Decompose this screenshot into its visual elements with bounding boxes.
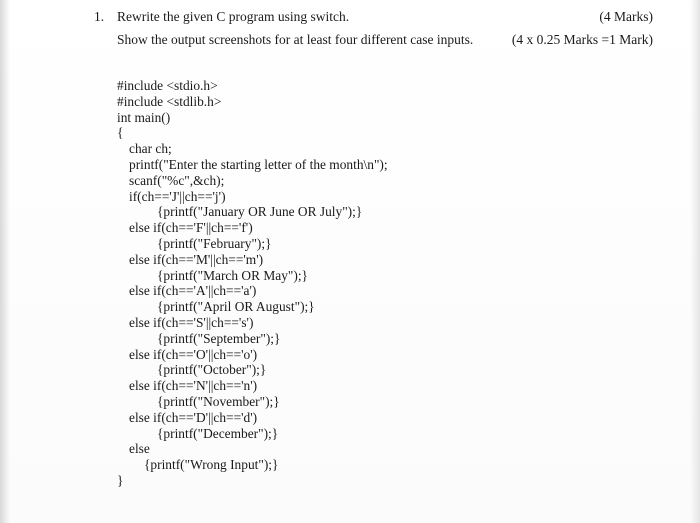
- code-line: #include <stdlib.h>: [117, 93, 222, 109]
- code-line: printf("Enter the starting letter of the month\n");: [129, 156, 388, 172]
- question-marks: (4 Marks): [599, 9, 653, 24]
- code-line: if(ch=='J'||ch=='j'): [129, 188, 226, 204]
- code-line: {: [117, 125, 124, 141]
- code-line: scanf("%c",&ch);: [129, 172, 225, 188]
- code-line: else if(ch=='A'||ch=='a'): [129, 283, 257, 299]
- code-line: {printf("December");}: [157, 425, 279, 441]
- code-line: else if(ch=='D'||ch=='d'): [129, 409, 258, 425]
- page-edge-shadow-left: [0, 0, 10, 523]
- code-line: }: [117, 472, 124, 488]
- code-line: else if(ch=='O'||ch=='o'): [129, 346, 258, 362]
- code-line: else: [129, 441, 150, 457]
- code-line: {printf("January OR June OR July");}: [157, 204, 363, 220]
- code-line: else if(ch=='N'||ch=='n'): [129, 378, 258, 394]
- marks-breakdown: (4 x 0.25 Marks =1 Mark): [511, 32, 653, 47]
- code-line: else if(ch=='F'||ch=='f'): [129, 220, 253, 236]
- code-line: #include <stdio.h>: [117, 78, 218, 93]
- code-line: int main(): [117, 109, 171, 125]
- code-listing: [117, 78, 388, 489]
- code-line: {printf("Wrong Input");}: [144, 457, 279, 473]
- code-line: {printf("November");}: [157, 393, 280, 409]
- code-line: {printf("September");}: [157, 330, 281, 346]
- code-line: {printf("April OR August");}: [157, 299, 315, 315]
- code-line: else if(ch=='M'||ch=='m'): [129, 251, 264, 267]
- code-line: {printf("October");}: [157, 362, 267, 378]
- code-line: {printf("March OR May");}: [157, 267, 308, 283]
- question-instruction: Show the output screenshots for at least four different case inputs.: [117, 32, 474, 47]
- code-line: char ch;: [129, 141, 172, 157]
- question-title: Rewrite the given C program using switch.: [117, 9, 350, 24]
- code-line: {printf("February");}: [157, 235, 272, 251]
- page-edge-shadow-right: [690, 0, 700, 523]
- question-number: 1.: [94, 9, 105, 24]
- code-line: else if(ch=='S'||ch=='s'): [129, 314, 254, 330]
